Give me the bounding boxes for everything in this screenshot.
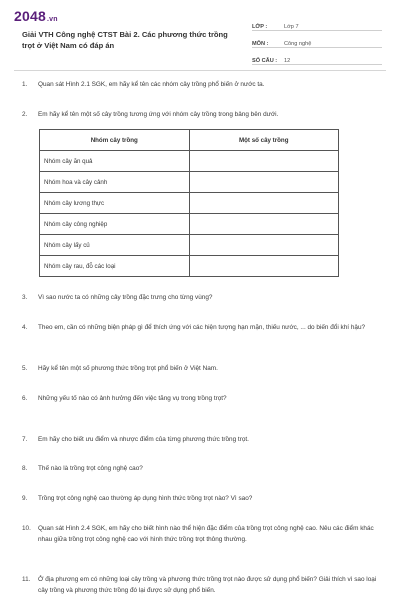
question-number: 6. (22, 395, 28, 402)
table-header-cell: Một số cây trồng (189, 130, 339, 151)
question-number: 4. (22, 324, 28, 331)
question-4 (22, 323, 380, 334)
question-text: Vì sao nước ta có những cây trồng đặc trưng cho từng vùng? (38, 294, 213, 301)
question-number: 3. (22, 294, 28, 301)
crop-group-cell: Nhóm cây ăn quả (40, 151, 190, 172)
question-number: 1. (22, 81, 28, 88)
question-number: 10. (22, 525, 31, 532)
table-header-cell: Nhóm cây trồng (40, 130, 190, 151)
brand-name: 2048 (14, 8, 46, 24)
crop-group-cell: Nhóm cây công nghiệp (40, 214, 190, 235)
question-7 (22, 435, 380, 446)
question-number: 5. (22, 365, 28, 372)
brand-suffix: .vn (46, 16, 58, 23)
question-text: Thế nào là trồng trọt công nghệ cao? (38, 465, 143, 472)
question-number: 7. (22, 436, 28, 443)
question-5 (22, 364, 380, 375)
crop-group-table (39, 129, 339, 277)
crop-group-cell: Nhóm hoa và cây cảnh (40, 172, 190, 193)
question-text: Ở địa phương em có những loại cây trồng và phương thức trồng trọt nào được sử dụng phổ biến? Giải thích vì sao loại cây trồng và phương thức trồng đó lại được sử dụng phổ biến. (38, 576, 377, 594)
question-text: Em hãy kể tên một số cây trồng tương ứng với nhóm cây trồng trong bảng bên dưới. (38, 111, 279, 118)
table-row (40, 214, 339, 235)
table-row (40, 172, 339, 193)
answer-cell[interactable] (189, 256, 339, 277)
question-6 (22, 394, 380, 405)
question-number: 2. (22, 111, 28, 118)
question-9 (22, 494, 380, 505)
answer-cell[interactable] (189, 214, 339, 235)
meta-value: Công nghệ (284, 41, 312, 47)
question-text: Hãy kể tên một số phương thức trồng trọt phổ biến ở Việt Nam. (38, 365, 218, 372)
question-text: Theo em, cần có những biện pháp gì để thích ứng với các hiện tượng hạn mặn, thiếu nước, ... do biến đổi khí hậu? (38, 324, 366, 331)
crop-group-cell: Nhóm cây lấy củ (40, 235, 190, 256)
answer-cell[interactable] (189, 151, 339, 172)
question-text: Em hãy cho biết ưu điểm và nhược điểm của từng phương thức trồng trọt. (38, 436, 249, 443)
question-3 (22, 293, 380, 304)
question-text: Trồng trọt công nghệ cao thường áp dụng hình thức trồng trọt nào? Vì sao? (38, 495, 253, 502)
question-2 (22, 110, 380, 121)
question-11 (22, 575, 380, 596)
table-row (40, 235, 339, 256)
page-title: Giải VTH Công nghệ CTST Bài 2. Các phương thức trồng trọt ở Việt Nam có đáp án (22, 30, 228, 50)
question-1 (22, 80, 380, 91)
meta-key: MÔN : (252, 41, 269, 47)
answer-cell[interactable] (189, 235, 339, 256)
question-10 (22, 524, 380, 545)
table-header-row (40, 130, 339, 151)
meta-row-class (252, 14, 382, 31)
table-row (40, 256, 339, 277)
brand-logo[interactable] (14, 8, 58, 24)
header-divider (14, 70, 386, 71)
question-text: Quan sát Hình 2.1 SGK, em hãy kể tên các nhóm cây trồng phổ biến ở nước ta. (38, 81, 265, 88)
meta-value: 12 (284, 58, 291, 64)
question-text: Những yếu tố nào có ảnh hưởng đến việc tăng vụ trong trồng trọt? (38, 395, 227, 402)
answer-cell[interactable] (189, 193, 339, 214)
meta-value: Lớp 7 (284, 24, 299, 30)
question-8 (22, 464, 380, 475)
meta-key: SỐ CÂU : (252, 58, 278, 64)
meta-key: LỚP : (252, 24, 268, 30)
table-row (40, 151, 339, 172)
crop-group-cell: Nhóm cây lương thực (40, 193, 190, 214)
crop-group-cell: Nhóm cây rau, đỗ các loại (40, 256, 190, 277)
table-row (40, 193, 339, 214)
meta-info (252, 14, 382, 65)
question-number: 11. (22, 576, 31, 583)
meta-row-subject (252, 31, 382, 48)
answer-cell[interactable] (189, 172, 339, 193)
question-text: Quan sát Hình 2.4 SGK, em hãy cho biết hình nào thể hiện đặc điểm của trồng trọt công nghệ cao. Nêu các điểm khác nhau giữa trồng trọt công nghệ cao với hình thức trồng trọt thông thường. (38, 525, 374, 543)
meta-row-count (252, 48, 382, 65)
question-number: 9. (22, 495, 28, 502)
question-number: 8. (22, 465, 28, 472)
